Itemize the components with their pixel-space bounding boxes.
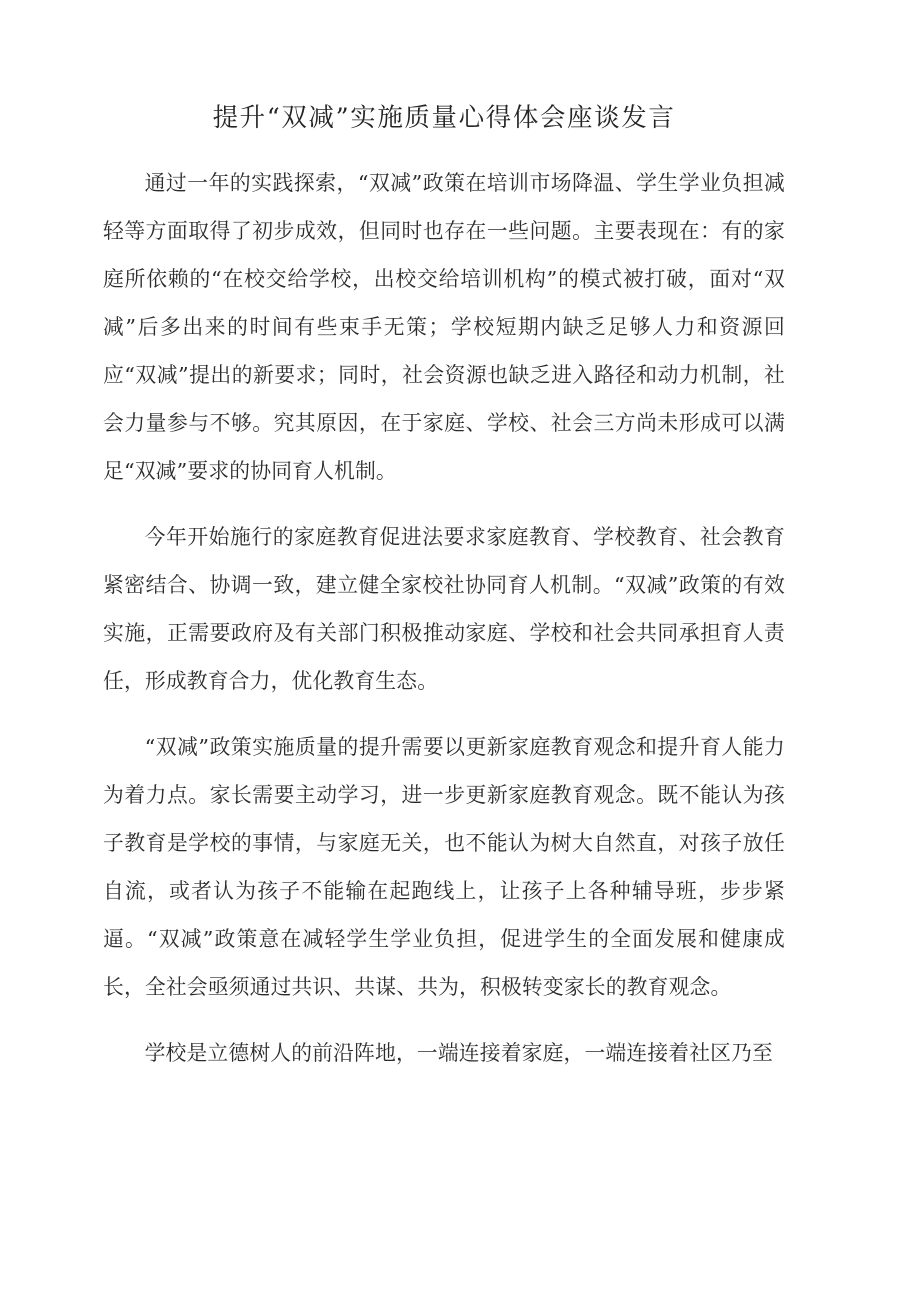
paragraph-1: 通过一年的实践探索，“双减”政策在培训市场降温、学生学业负担减轻等方面取得了初步成效，但同时也存在一些问题。主要表现在：有的家庭所依赖的“在校交给学校，出校交给培训机构”的模式被打破，面对“双减”后多出来的时间有些束手无策；学校短期内缺乏足够人力和资源回应“双减”提出的新要求；同时，社会资源也缺乏进入路径和动力机制，社会力量参与不够。究其原因，在于家庭、学校、社会三方尚未形成可以满足“双减”要求的协同育人机制。	[103, 171, 785, 483]
paragraph-list	[103, 159, 785, 1077]
paragraph-4: 学校是立德树人的前沿阵地，一端连接着家庭，一端连接着社区乃至	[144, 1041, 773, 1065]
page-title: 提升“双减”实施质量心得体会座谈发言	[212, 103, 676, 133]
paragraph-3: “双减”政策实施质量的提升需要以更新家庭教育观念和提升育人能力为着力点。家长需要主动学习，进一步更新家庭教育观念。既不能认为孩子教育是学校的事情，与家庭无关，也不能认为树大自然直，对孩子放任自流，或者认为孩子不能输在起跑线上，让孩子上各种辅导班，步步紧逼。“双减”政策意在减轻学生学业负担，促进学生的全面发展和健康成长，全社会亟须通过共识、共谋、共为，积极转变家长的教育观念。	[103, 735, 785, 999]
document-body	[103, 0, 785, 1077]
paragraph-2: 今年开始施行的家庭教育促进法要求家庭教育、学校教育、社会教育紧密结合、协调一致，建立健全家校社协同育人机制。“双减”政策的有效实施，正需要政府及有关部门积极推动家庭、学校和社会共同承担育人责任，形成教育合力，优化教育生态。	[103, 525, 785, 693]
